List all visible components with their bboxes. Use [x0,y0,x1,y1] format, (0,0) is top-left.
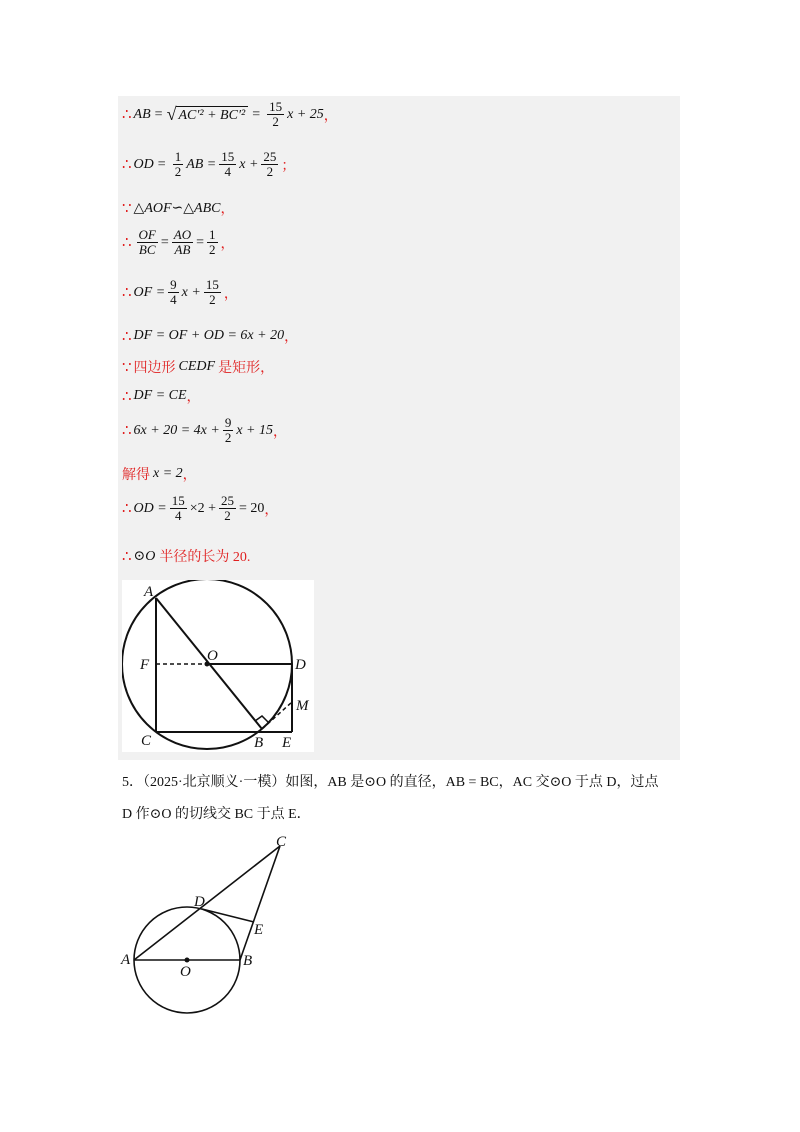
label-A: A [144,584,154,600]
math-mid: ×2 + [189,500,217,516]
equals: = [154,106,163,122]
therefore-symbol: ∴ [122,328,132,345]
denominator: 2 [209,242,216,257]
step-5 [122,278,238,307]
step-9 [122,416,287,445]
therefore-symbol: ∴ [122,285,132,301]
step-3 [122,198,234,218]
fraction [207,228,218,257]
label-M: M [296,698,309,714]
math-mid: x + [239,156,259,172]
numerator: OF [138,227,156,242]
denominator: 2 [266,164,274,179]
punctuation: ， [220,202,235,217]
label-E: E [254,922,264,938]
fraction [137,228,158,257]
label-C: C [276,834,287,850]
step-2 [122,150,295,179]
math-lhs: 6x + 20 = 4x + [133,422,220,438]
numerator: 15 [221,149,235,164]
numerator: 1 [174,149,182,164]
numerator: 25 [263,149,277,164]
math-expression: x = 2 [153,466,183,481]
numerator: 1 [209,227,216,242]
label-O: O [180,964,191,980]
numerator: 25 [221,493,235,508]
fraction [170,494,187,523]
numerator: 9 [224,415,232,430]
denominator: 4 [174,508,182,523]
punctuation: ， [273,424,287,440]
math-lhs: OD [133,156,154,172]
fraction [261,150,278,179]
label-A: A [121,952,131,968]
step-6 [122,326,298,346]
label-D: D [194,894,205,910]
fraction [267,100,284,129]
figure-circle-rectangle [122,580,314,752]
punctuation: ， [186,390,201,405]
step-4: ∴ $\frac{OF}{BC}$ = $\frac{AO}{AB}$ = $\frac{1}{2}$ ， [122,227,235,257]
denominator: BC [138,242,156,257]
math-rest: x + 15 [236,422,273,438]
math-expression: DF = CE [133,388,187,403]
text: 半径的长为 20. [159,550,251,565]
therefore-symbol: ∴ [122,423,132,439]
punctuation: ， [323,108,338,124]
label-F: F [140,657,150,673]
equals: = [157,156,166,172]
numerator: 15 [171,493,185,508]
label-B: B [243,953,253,969]
fraction [219,150,236,179]
label-O: O [207,648,218,664]
sqrt-expression: √ AC′² + BC′² [167,104,249,125]
circle-o-symbol: ⊙O [133,548,156,564]
therefore-symbol: ∴ [122,388,132,405]
therefore-symbol: ∴ [122,157,132,173]
denominator: 2 [272,114,279,129]
step-12 [122,546,250,566]
math-variable: CEDF [178,359,216,374]
denominator: 4 [224,164,231,179]
fraction [223,416,234,445]
step-1 [122,100,338,129]
text: 四边形 [133,361,176,376]
math-mid: x + [181,284,201,300]
punctuation: ， [284,330,299,345]
step-8 [122,386,201,406]
math-lhs: AB [133,106,151,122]
denominator: 2 [224,430,232,445]
therefore-symbol: ∴ [122,548,132,565]
fraction [168,278,179,307]
therefore-symbol: ∴ [122,235,132,251]
punctuation: ； [281,158,296,174]
fraction [173,150,184,179]
because-symbol: ∵ [122,200,132,217]
denominator: 2 [174,164,182,179]
therefore-symbol: ∴ [122,107,132,123]
text: 是矩形， [218,361,275,376]
label-B: B [254,735,264,751]
question-5-line-2: D 作⊙O 的切线交 BC 于点 E． [122,807,311,822]
step-7 [122,357,274,377]
label-C: C [141,733,152,749]
punctuation: ， [223,286,238,302]
math-mid: AB = [186,156,217,172]
step-10 [122,464,197,484]
math-expression: △AOF∽△ABC [133,200,221,216]
denominator: AB [174,242,191,257]
punctuation: ， [264,502,279,518]
question-5-line-1: 5．（2025·北京顺义·一模）如图，AB 是⊙O 的直径，AB = BC，AC 交⊙O 于点 D，过点 [122,775,659,790]
math-lhs: OF = [133,284,166,300]
punctuation: ， [182,468,197,483]
denominator: 2 [209,292,216,307]
fraction [219,494,236,523]
math-rest: x + 25 [287,106,324,122]
fraction [172,228,193,257]
denominator: 4 [170,292,177,307]
therefore-symbol: ∴ [122,501,132,517]
denominator: 2 [224,508,231,523]
label-E: E [282,735,292,751]
math-lhs: OD = [133,500,167,516]
punctuation: ， [220,236,235,252]
numerator: 15 [269,99,283,114]
math-expression: DF = OF + OD = 6x + 20 [133,328,285,343]
equals: = [252,106,261,122]
step-11 [122,494,278,523]
fraction [204,278,221,307]
numerator: 9 [170,277,177,292]
because-symbol: ∵ [122,359,132,376]
math-rest: = 20 [239,500,265,516]
label-D: D [295,657,306,673]
radicand: AC′² + BC′² [176,106,248,124]
text: 解得 [122,468,150,483]
figure-circle-triangle [118,830,298,1020]
numerator: AO [173,227,192,242]
numerator: 15 [205,277,219,292]
